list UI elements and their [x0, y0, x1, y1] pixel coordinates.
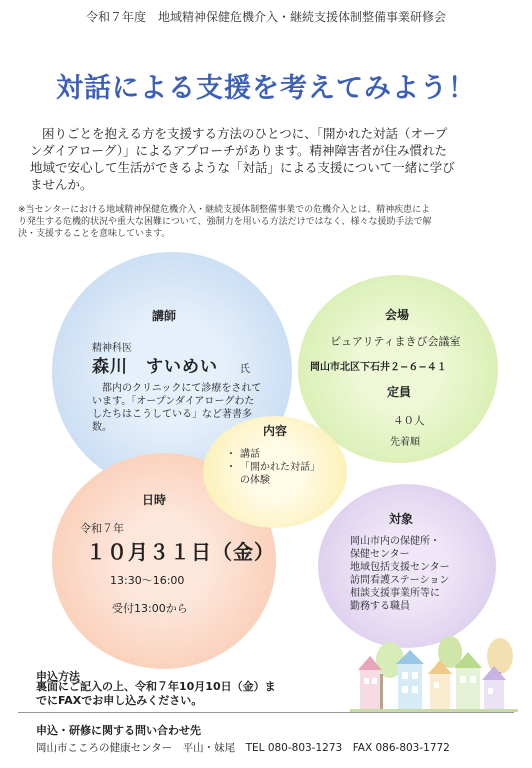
lecturer-name: 森川 すいめい [92, 357, 218, 377]
date-time: 13:30〜16:00 [110, 574, 185, 587]
contact-info: 岡山市こころの健康センター 平山・妹尾 TEL 080-803-1273 FAX 086-803-1772 [36, 742, 450, 754]
content-item-continued: の体験 [240, 475, 270, 486]
intro-line: ませんか。 [30, 177, 93, 192]
apply-label: 申込方法 [36, 670, 80, 683]
divider [18, 712, 514, 713]
capacity-note: 先着順 [390, 437, 420, 448]
target-line: 相談支援事業所等に [350, 588, 440, 599]
venue-address: 岡山市北区下石井２−６−４１ [310, 362, 447, 373]
page-title: 対話による支援を考えてみよう！ [56, 73, 476, 104]
target-label: 対象 [389, 512, 414, 526]
target-list [350, 535, 450, 613]
apply-line: でにFAXでお申し込みください。 [36, 694, 203, 707]
event-header: 令和７年度 地域精神保健危機介入・継続支援体制整備事業研修会 [85, 10, 446, 24]
content-label: 内容 [263, 424, 288, 438]
content-item: ・ 「開かれた対話」 [226, 461, 346, 474]
content-item: ・ 講話 [226, 448, 346, 461]
target-line: 地域包括支援センター [350, 562, 450, 573]
apply-instructions [36, 680, 336, 708]
venue-label: 会場 [385, 308, 410, 322]
apply-line: 裏面にご記入の上、令和７年10月10日（金）ま [36, 680, 276, 693]
lecturer-description: 都内のクリニックにて診療をされています。「オープンダイアローグわたしたちはこうしている」など著書多数。 [92, 383, 262, 433]
footnote [18, 204, 518, 240]
capacity-value: ４０人 [393, 415, 425, 427]
town-houses-illustration [350, 630, 518, 712]
target-line: 訪問看護ステーション [350, 575, 450, 586]
date-day: １０月３１日（金） [86, 540, 275, 564]
intro-paragraph [30, 125, 508, 193]
footnote-line: ※当センターにおける地域精神保健危機介入・継続支援体制整備事業での危機介入とは、精神疾患によ [18, 205, 431, 215]
lecturer-label: 講師 [152, 309, 177, 323]
intro-line: ンダイアローグ）」によるアプローチがあります。精神障害者が住み慣れた [30, 143, 448, 158]
lecturer-honorific: 氏 [240, 364, 250, 375]
date-reception: 受付13:00から [112, 602, 188, 615]
target-line: 勤務する職員 [350, 601, 410, 612]
date-label: 日時 [142, 493, 167, 507]
capacity-label: 定員 [387, 385, 412, 399]
content-list [226, 448, 346, 487]
target-line: 保健センター [350, 549, 410, 560]
contact-label: 申込・研修に関する問い合わせ先 [36, 724, 201, 737]
footnote-line: 決・支援することを意味しています。 [18, 229, 171, 239]
date-year: 令和７年 [80, 522, 124, 535]
intro-line: 地域で安心して生活ができるような「対話」による支援について一緒に学び [30, 160, 455, 175]
venue-name: ピュアリティまきび会議室 [330, 335, 461, 348]
intro-line: 困りごとを抱える方を支援する方法のひとつに、「開かれた対話（オープ [42, 126, 448, 141]
footnote-line: り発生する危機的状況や重大な困難について、強制力を用いる方法だけではなく、様々な援助手法で解 [18, 217, 432, 227]
target-line: 岡山市内の保健所・ [350, 536, 440, 547]
lecturer-dept: 精神科医 [92, 343, 132, 354]
